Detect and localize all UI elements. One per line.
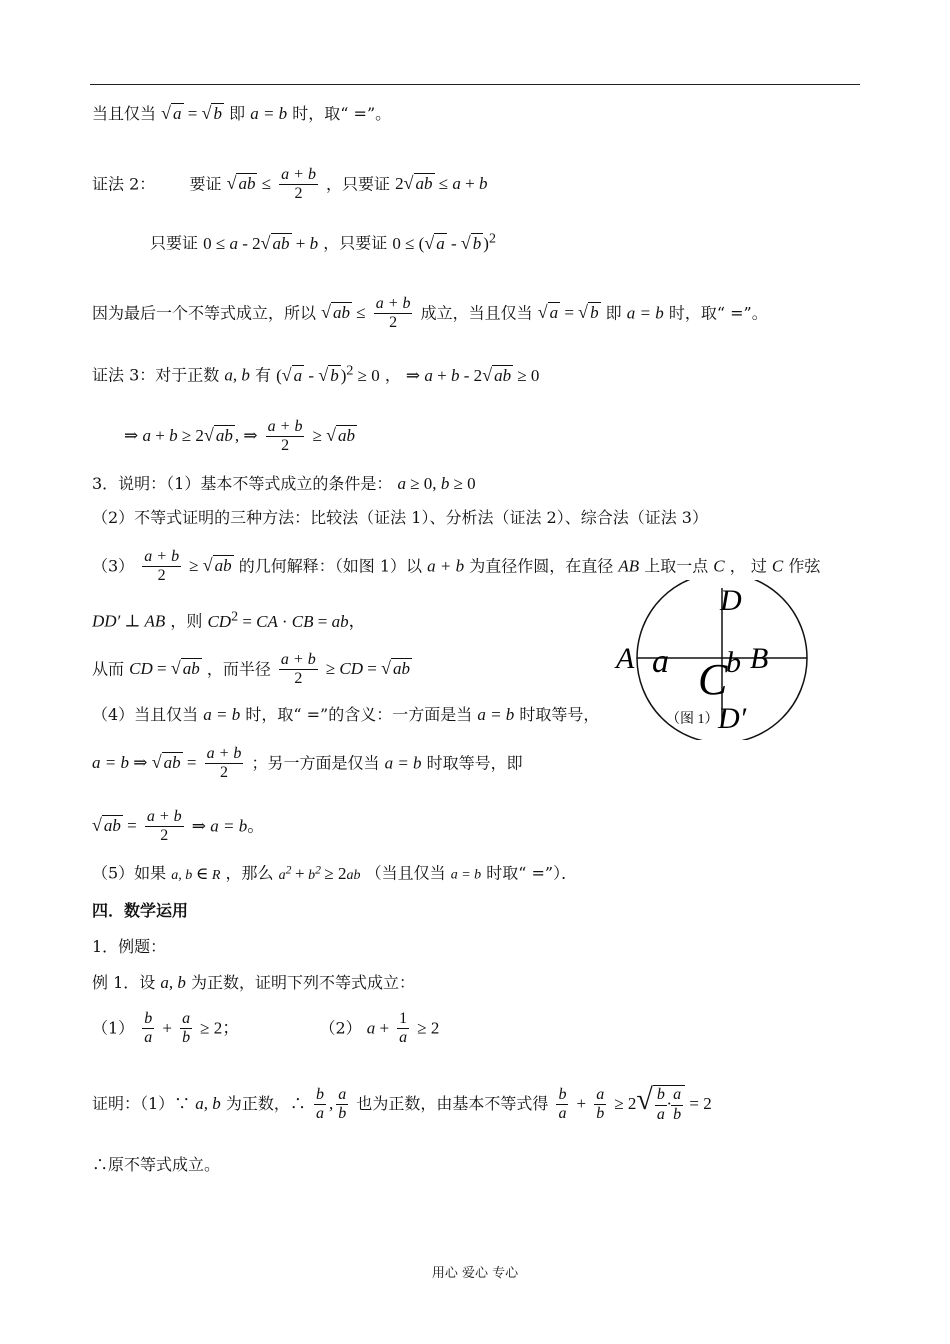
- text: 成立，当且仅当: [420, 303, 533, 323]
- text: ；另一方面是仅当: [251, 753, 380, 773]
- math: AB: [618, 556, 640, 576]
- fraction: $\frac{1}{a}$: [399, 1010, 408, 1047]
- text: 为正数，∴: [225, 1094, 306, 1113]
- math: √ ab ≤: [226, 173, 272, 194]
- math: a, b: [160, 973, 186, 992]
- text: （1）: [92, 1018, 135, 1038]
- math: √ a = √ b: [161, 103, 222, 123]
- proof-label: 证法 2：: [92, 174, 156, 194]
- math: ≥ 2；: [200, 1018, 240, 1038]
- math: ⇒ a + b ≥ 2√ ab , ⇒: [124, 425, 258, 446]
- math: (√ a - √ b )$^2$ ≥ 0: [276, 363, 380, 385]
- fraction: $\frac{b}{a}$: [144, 1010, 153, 1047]
- section-heading: [92, 903, 188, 919]
- text: 1．例题：: [92, 937, 167, 956]
- text-line-13: [92, 745, 523, 783]
- math: ≥ 2√ $\frac{b}{a}$ · $\frac{a}{b}$ = 2: [614, 1083, 712, 1123]
- text: 时取等号，即: [426, 753, 523, 773]
- text-line-18: [92, 974, 415, 991]
- text: 要证: [189, 174, 222, 194]
- text: 时取“ =”）．: [486, 863, 578, 883]
- math: 0 ≤ (√ a - √ b )$^2$: [392, 231, 496, 253]
- math: a = b: [626, 303, 664, 323]
- math: a = b: [477, 705, 515, 724]
- math: ≥ CD = √ ab: [325, 658, 411, 679]
- label-b: b: [726, 646, 741, 679]
- text: 有: [254, 365, 271, 385]
- text: ，而半径: [206, 659, 271, 679]
- text: ，: [384, 365, 401, 385]
- fraction: $\frac{a + b}{2}$: [206, 745, 242, 782]
- text: 例 1．设: [92, 973, 156, 992]
- label-D: D: [720, 584, 742, 617]
- text-line-15: [92, 864, 577, 883]
- text: （5）如果: [92, 863, 167, 883]
- label-B: B: [750, 642, 769, 675]
- math: √ ab ≤: [321, 302, 366, 323]
- math: a = b ⇒ √ ab =: [92, 752, 197, 773]
- text-line-14: √ ab = $\frac{a + b}{2}$ ⇒ a = b。: [92, 808, 265, 845]
- text: （当且仅当: [365, 863, 446, 883]
- math: $CD^2$ = CA · CB = ab: [207, 609, 349, 631]
- text: （4）当且仅当: [92, 705, 199, 724]
- text: 为正数，证明下列不等式成立：: [190, 973, 415, 992]
- math: C: [771, 556, 784, 576]
- text: 3．说明：（1）基本不等式成立的条件是：: [92, 474, 393, 493]
- math: $a^2 + b^2 \ge 2ab$: [278, 863, 361, 883]
- math: a, b: [224, 365, 250, 385]
- text-line-7: [92, 475, 476, 492]
- label-C: C: [698, 655, 728, 704]
- text: 从而: [92, 659, 125, 679]
- text-line-5: [92, 364, 539, 384]
- math: DD′ ⊥ AB: [92, 611, 166, 631]
- text-line-20: 证明：（1）∵ a, b 为正数，∴ $\frac{b}{a}$ , $\frac{a}{b}$ 也为正数，由基本不等式得 $\frac{b}{a}$ + $\frac{a}{b}$ ≥ 2√ $\frac{b}{a}$ · $\frac{a}{b}$ = 2: [92, 1083, 712, 1123]
- text: 时取等号，: [519, 705, 600, 724]
- text: 也为正数，由基本不等式得: [356, 1094, 549, 1113]
- text: 作弦: [788, 556, 821, 576]
- text: ，则: [170, 611, 203, 631]
- math: a = b: [450, 867, 482, 883]
- math: 2√ ab ≤ a + b: [395, 173, 488, 194]
- text: 即: [605, 303, 622, 323]
- fraction: $\frac{a}{b}$: [338, 1085, 347, 1122]
- math: a +: [366, 1018, 390, 1038]
- text: ，那么: [225, 863, 274, 883]
- fraction: $\frac{a + b}{2}$: [280, 651, 316, 688]
- text-line-6: [124, 418, 357, 456]
- circle-figure: [610, 580, 810, 740]
- text-line-1: [92, 104, 391, 122]
- math: CD = √ ab: [129, 658, 200, 679]
- text: （3）: [92, 556, 135, 576]
- text-line-8: [92, 510, 708, 526]
- math: a = b: [203, 705, 241, 724]
- fraction: $\frac{a + b}{2}$: [144, 548, 180, 585]
- text: 时，取“ =”。: [292, 104, 392, 123]
- fraction: $\frac{b}{a}$: [558, 1085, 567, 1122]
- text: 的几何解释：（如图 1）以: [238, 556, 423, 576]
- text-line-2: [92, 166, 487, 204]
- fraction: $\frac{a + b}{2}$: [375, 295, 411, 332]
- math: a ≥ 0, b ≥ 0: [397, 474, 476, 493]
- fraction: $\frac{a + b}{2}$: [146, 808, 182, 845]
- header-rule: [90, 84, 860, 85]
- math: ≥ 2: [417, 1018, 440, 1038]
- math: ≥ √ ab: [189, 555, 232, 576]
- label-D-prime: D′: [718, 702, 747, 735]
- math: √ a = √ b: [537, 302, 599, 323]
- text: 只要证: [150, 233, 199, 253]
- math: C: [713, 556, 725, 576]
- text: 因为最后一个不等式成立，所以: [92, 303, 317, 323]
- math: 0 ≤ a - 2√ ab + b: [203, 232, 319, 253]
- label-A: A: [616, 642, 635, 675]
- text: （2）不等式证明的三种方法：比较法（证法 1）、分析法（证法 2）、综合法（证法 3）: [92, 508, 708, 527]
- text-line-10: DD′ ⊥ AB ，则 $CD^2$ = CA · CB = ab，: [92, 609, 366, 631]
- page-footer: 用心 爱心 专心: [431, 1266, 519, 1281]
- math: a = b: [384, 753, 422, 773]
- text: 即: [229, 104, 246, 123]
- text-line-4: [92, 295, 768, 333]
- label-a: a: [652, 643, 669, 680]
- text-line-17: [92, 939, 166, 955]
- fraction: $\frac{a}{b}$: [596, 1085, 605, 1122]
- math: √ ab =: [92, 815, 137, 836]
- math: ⇒ a + b - 2√ ab ≥ 0: [405, 364, 540, 385]
- math: a, b ∈ R: [171, 863, 221, 883]
- text: 时，取“ =”的含义：一方面是当: [245, 705, 473, 724]
- text: 证明：（1）∵: [92, 1094, 191, 1113]
- text-line-21: [92, 1157, 220, 1173]
- figure-caption: （图 1）: [666, 712, 719, 727]
- text: 为直径作圆，在直径: [469, 556, 614, 576]
- text-line-11: [92, 651, 412, 689]
- text: 当且仅当: [92, 104, 157, 123]
- text: ， 过: [729, 556, 767, 576]
- text: 上取一点: [644, 556, 709, 576]
- text: ，只要证: [326, 174, 391, 194]
- math: ⇒ a = b: [191, 816, 248, 836]
- fraction: $\frac{a + b}{2}$: [267, 418, 303, 455]
- text: （2）: [319, 1018, 362, 1038]
- text-line-12: [92, 706, 599, 723]
- fraction: $\frac{a}{b}$: [182, 1010, 191, 1047]
- fraction: $\frac{b}{a}$: [315, 1085, 324, 1122]
- math: a + b: [427, 556, 465, 576]
- math: ≥ √ ab: [312, 425, 356, 446]
- text: 时，取“ =”。: [668, 303, 768, 323]
- text: ∴原不等式成立。: [92, 1155, 221, 1174]
- text-line-3: [150, 232, 496, 252]
- text-line-19: （1） $\frac{b}{a}$ + $\frac{a}{b}$ ≥ 2； （2） a + $\frac{1}{a}$ ≥ 2: [92, 1010, 440, 1047]
- text: 四．数学运用: [92, 901, 189, 920]
- text: ，只要证: [323, 233, 388, 253]
- text: 证法 3：对于正数: [92, 365, 220, 385]
- fraction: $\frac{a + b}{2}$: [281, 166, 316, 203]
- math: a, b: [195, 1094, 221, 1113]
- math: a = b: [250, 104, 288, 123]
